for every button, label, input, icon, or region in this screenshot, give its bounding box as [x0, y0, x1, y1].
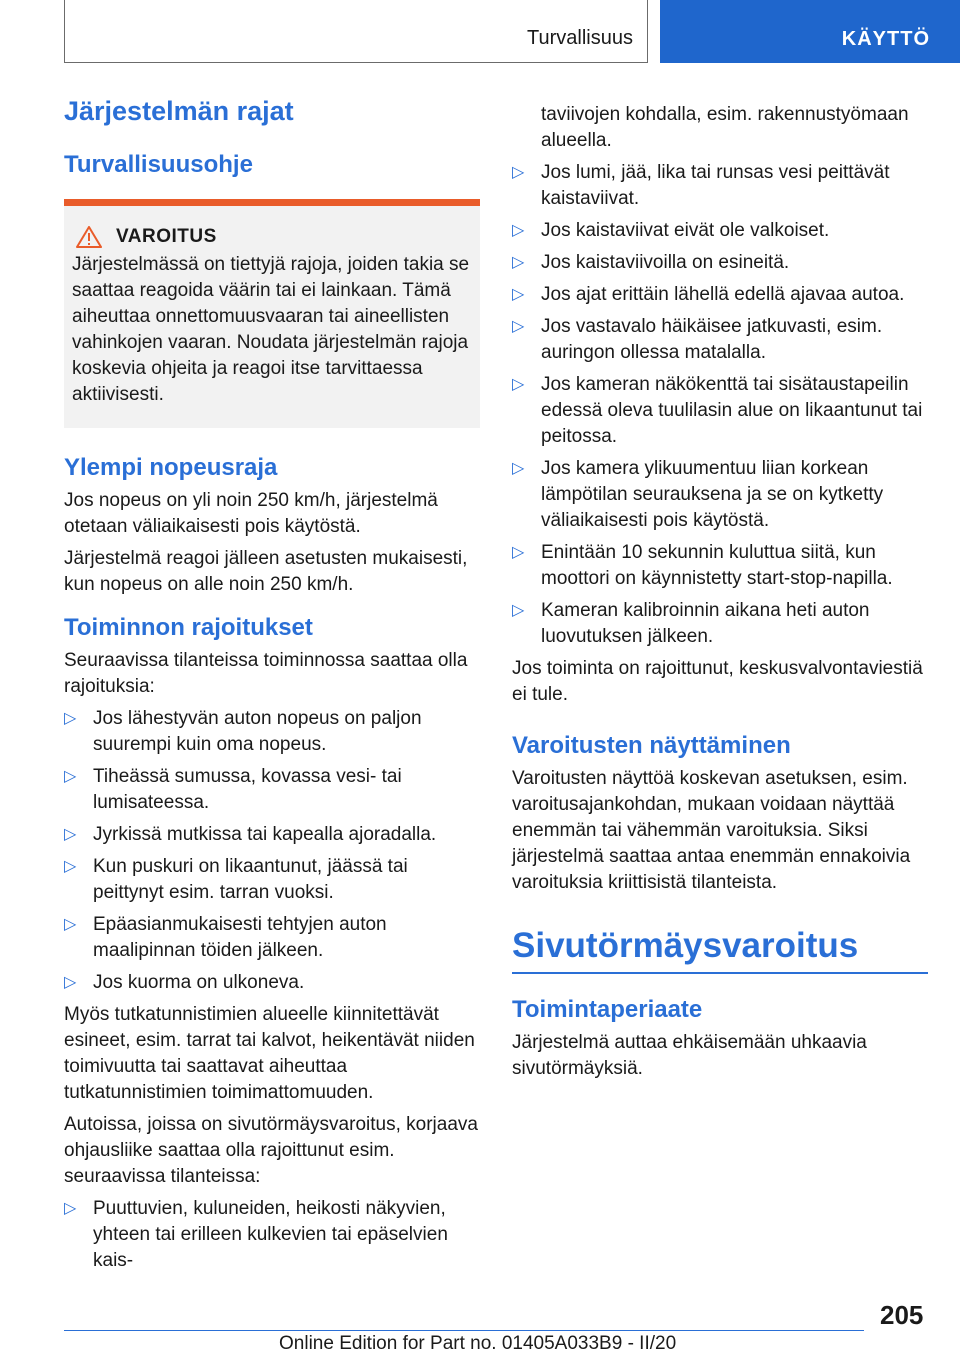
- warning-title: [72, 226, 472, 248]
- header-chapter-tab: [660, 0, 960, 63]
- warnings-display-heading: Varoitusten näyttäminen: [512, 732, 791, 759]
- principle-paragraph: Järjestelmä auttaa ehkäisemään uhkaavia sivutörmäyksiä.: [512, 1032, 867, 1079]
- header-section-label: [64, 0, 648, 63]
- triangle-bullet-icon: ▷: [512, 286, 525, 303]
- limits-intro: Seuraavissa tilanteissa toiminnossa saattaa olla rajoituksia:: [64, 650, 468, 697]
- triangle-bullet-icon: ▷: [64, 916, 77, 933]
- list-item: ▷ Jyrkissä mutkissa tai kapealla ajoradalla.: [64, 822, 480, 848]
- function-limits-heading: Toiminnon rajoitukset: [64, 614, 313, 641]
- sensor-paragraph: Myös tutkatunnistimien alueelle kiinnitettävät esineet, esim. tarrat tai kalvot, heikentävät niiden toimivuutta tai saattavat aiheuttaa tutkatunnistimien toimimattomuuden.: [64, 1004, 475, 1103]
- list-item: ▷ Puuttuvien, kuluneiden, heikosti näkyvien, yhteen tai erilleen kulkevien tai epäselvien kais-: [64, 1198, 448, 1271]
- safety-subheading: Turvallisuusohje: [64, 151, 253, 178]
- limits-list: [64, 706, 480, 996]
- display-paragraph: Varoitusten näyttöä koskevan asetuksen, esim. varoitusajankohdan, mukaan voidaan näyttää enemmän tai vähemmän varoituksia. Siksi järjestelmä saattaa antaa enemmän ennakoivia varoituksia kriittisistä tilanteista.: [512, 768, 911, 893]
- list-continuation: taviivojen kohdalla, esim. rakennustyömaan alueella.: [541, 104, 909, 151]
- left-column: [64, 96, 480, 1274]
- list-item: ▷ Epäasianmukaisesti tehtyjen auton maalipinnan töiden jälkeen.: [64, 914, 387, 961]
- list-item: ▷ Jos kamera ylikuumentuu liian korkean lämpötilan seurauksena ja se on kytketty väliaikaisesti pois käytöstä.: [512, 458, 884, 531]
- triangle-bullet-icon: ▷: [512, 318, 525, 335]
- steering-paragraph: Autoissa, joissa on sivutörmäysvaroitus, korjaava ohjausliike saattaa olla rajoittunut esim. seuraavissa tilanteissa:: [64, 1114, 478, 1187]
- operating-principle-heading: Toimintaperiaate: [512, 996, 703, 1023]
- chapter-title: KÄYTTÖ: [841, 28, 930, 50]
- footer-divider: [64, 1330, 864, 1331]
- page-number: 205: [880, 1300, 924, 1330]
- triangle-bullet-icon: ▷: [512, 222, 525, 239]
- system-limits-heading: Järjestelmän rajat: [64, 96, 294, 126]
- triangle-bullet-icon: ▷: [512, 254, 525, 271]
- list-item: ▷ Kameran kalibroinnin aikana heti auton luovutuksen jälkeen.: [512, 600, 870, 647]
- list-item: ▷ Jos lumi, jää, lika tai runsas vesi peittävät kaistaviivat.: [512, 162, 890, 209]
- warning-triangle-icon: [76, 226, 102, 248]
- list-item: ▷ Kun puskuri on likaantunut, jäässä tai peittynyt esim. tarran vuoksi.: [64, 856, 408, 903]
- section-title: Turvallisuus: [527, 27, 633, 49]
- warning-label: VAROITUS: [116, 226, 217, 247]
- list-item: ▷ Jos kameran näkökenttä tai sisätaustapeilin edessä oleva tuulilasin alue on likaantunut tai peitossa.: [512, 374, 923, 447]
- triangle-bullet-icon: ▷: [64, 826, 77, 843]
- list-item: ▷ Jos kuorma on ulkoneva.: [64, 970, 480, 996]
- steering-list: [64, 1196, 480, 1274]
- speed-limit-heading: Ylempi nopeusraja: [64, 454, 278, 481]
- list-item: ▷ Enintään 10 sekunnin kuluttua siitä, kun moottori on käynnistetty start-stop-napilla.: [512, 542, 893, 589]
- edition-footer: Online Edition for Part no. 01405A033B9 - II/20: [279, 1333, 677, 1354]
- triangle-bullet-icon: ▷: [64, 1200, 77, 1217]
- list-item: ▷ Tiheässä sumussa, kovassa vesi- tai lumisateessa.: [64, 766, 402, 813]
- warning-text: Järjestelmässä on tiettyjä rajoja, joiden takia se saattaa reagoida väärin tai ei lainkaan. Tämä aiheuttaa onnettomuusvaaran tai aineellisten vahinkojen vaaran. Noudata järjestelmän rajoja koskevia ohjeita ja reagoi itse tarvittaessa aktiivisesti.: [72, 254, 470, 405]
- triangle-bullet-icon: ▷: [512, 376, 525, 393]
- triangle-bullet-icon: ▷: [512, 544, 525, 561]
- speed-paragraph-1: Jos nopeus on yli noin 250 km/h, järjestelmä otetaan väliaikaisesti pois käytöstä.: [64, 490, 438, 537]
- list-item: ▷ Jos ajat erittäin lähellä edellä ajavaa autoa.: [512, 282, 928, 308]
- warning-box: [64, 199, 480, 428]
- list-item: ▷ Jos kaistaviivat eivät ole valkoiset.: [512, 218, 928, 244]
- triangle-bullet-icon: ▷: [64, 768, 77, 785]
- list-item: ▷ Jos lähestyvän auton nopeus on paljon suurempi kuin oma nopeus.: [64, 708, 422, 755]
- triangle-bullet-icon: ▷: [64, 858, 77, 875]
- speed-paragraph-2: Järjestelmä reagoi jälleen asetusten mukaisesti, kun nopeus on alle noin 250 km/h.: [64, 548, 468, 595]
- triangle-bullet-icon: ▷: [512, 602, 525, 619]
- triangle-bullet-icon: ▷: [64, 710, 77, 727]
- no-warning-paragraph: Jos toiminta on rajoittunut, keskusvalvontaviestiä ei tule.: [512, 658, 923, 705]
- camera-limits-list: [512, 160, 928, 650]
- triangle-bullet-icon: ▷: [512, 164, 525, 181]
- triangle-bullet-icon: ▷: [64, 974, 77, 991]
- side-collision-warning-title: Sivutörmäysvaroitus: [512, 926, 928, 974]
- list-item: ▷ Jos kaistaviivoilla on esineitä.: [512, 250, 928, 276]
- list-item: ▷ Jos vastavalo häikäisee jatkuvasti, esim. auringon ollessa matalalla.: [512, 316, 883, 363]
- triangle-bullet-icon: ▷: [512, 460, 525, 477]
- right-column: [512, 102, 928, 1082]
